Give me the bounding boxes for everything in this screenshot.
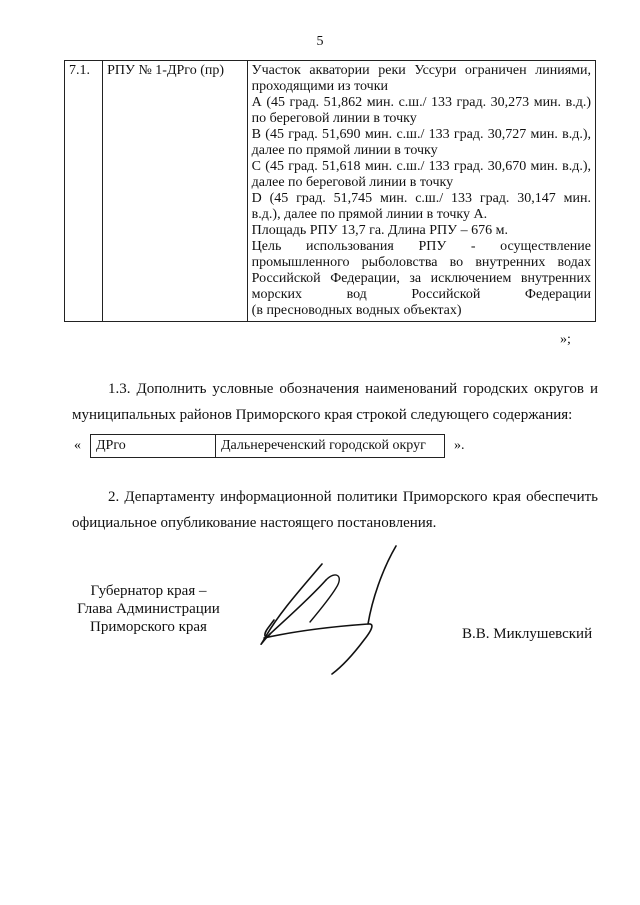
description-line: В (45 град. 51,690 мин. с.ш./ 133 град. 30,727 мин. в.д.),: [251, 127, 591, 142]
description-line: Российской Федерации, за исключением внутренних: [251, 271, 591, 286]
zones-table: [64, 60, 596, 322]
page-number: 5: [316, 34, 324, 49]
description-line: D (45 град. 51,745 мин. с.ш./ 133 град. 30,147 мин.: [251, 191, 591, 206]
description-line: далее по прямой линии в точку: [251, 143, 438, 158]
open-quote: «: [74, 438, 81, 453]
paragraph-1-3: 1.3. Дополнить условные обозначения наименований городских округов и муниципальных районов Приморского края строкой следующего содержания:: [72, 381, 598, 423]
description-line: далее по береговой линии в точку: [251, 175, 454, 190]
description-line: Цель использования РПУ - осуществление: [251, 239, 591, 254]
abbreviation-code: ДРго: [90, 434, 216, 458]
close-quote: ».: [454, 438, 465, 453]
abbreviation-name: Дальнереченский городской округ: [215, 434, 445, 458]
table-row: [65, 61, 596, 322]
description-line: Площадь РПУ 13,7 га. Длина РПУ – 676 м.: [251, 223, 508, 238]
description-line: морских вод Российской Федерации: [251, 287, 591, 302]
title-line: Приморского края: [90, 619, 207, 635]
description-line: А (45 град. 51,862 мин. с.ш./ 133 град. 30,273 мин. в.д.): [251, 95, 591, 110]
description-line: Участок акватории реки Уссури ограничен линиями,: [251, 63, 591, 78]
area-name: РПУ № 1-ДРго (пр): [103, 61, 248, 322]
signatory-name: В.В. Миклушевский: [462, 626, 593, 642]
title-line: Губернатор края –: [90, 583, 207, 599]
title-line: Глава Администрации: [77, 601, 220, 617]
paragraph-2: 2. Департаменту информационной политики Приморского края обеспечить официальное опубликование настоящего постановления.: [72, 489, 598, 531]
description-line: по береговой линии в точку: [251, 111, 417, 126]
closing-quote: »;: [560, 332, 571, 347]
description-line: С (45 град. 51,618 мин. с.ш./ 133 град. 30,670 мин. в.д.),: [251, 159, 591, 174]
row-number: 7.1.: [65, 61, 103, 322]
area-description: [247, 61, 595, 322]
handwritten-signature: [240, 540, 400, 680]
description-line: проходящими из точки: [251, 79, 388, 94]
description-line: промышленного рыболовства во внутренних водах: [251, 255, 591, 270]
description-line: (в пресноводных водных объектах): [251, 303, 462, 318]
description-line: в.д.), далее по прямой линии в точку А.: [251, 207, 488, 222]
signatory-title: [76, 582, 221, 636]
